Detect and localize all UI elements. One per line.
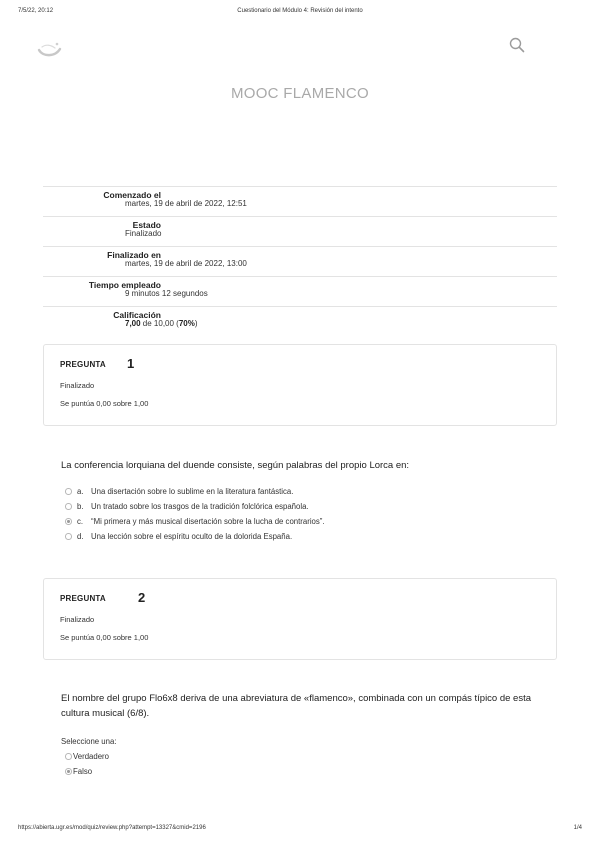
answer-text: “Mi primera y más musical disertación sobre la lucha de contrarios”.: [91, 517, 325, 526]
site-title: MOOC FLAMENCO: [230, 85, 370, 102]
grade-score: 7,00: [125, 319, 141, 328]
answer-text: Una lección sobre el espíritu oculto de la dolorida España.: [91, 532, 293, 541]
answer-letter: c.: [77, 517, 84, 526]
answer-text: Verdadero: [73, 752, 109, 761]
radio-button[interactable]: [65, 533, 72, 540]
question-number: 2: [138, 590, 146, 605]
radio-button-selected[interactable]: [65, 518, 72, 525]
answer-letter: b.: [77, 502, 84, 511]
time-value: 9 minutos 12 segundos: [125, 289, 208, 298]
print-footer: [18, 825, 582, 835]
grade-end: ): [194, 319, 198, 328]
finished-label: Finalizado en: [107, 250, 161, 260]
question-grade: Se puntúa 0,00 sobre 1,00: [60, 399, 149, 408]
grade-percent: 70%: [178, 319, 195, 328]
question-2-text: El nombre del grupo Flo6x8 deriva de una abreviatura de «flamenco», combinada con un compás típico de esta cultura musical (6/8).: [61, 693, 532, 719]
grade-mid: de 10,00 (: [140, 319, 179, 328]
summary-row-time: [43, 276, 557, 306]
state-label: Estado: [132, 220, 161, 230]
question-1-info: [43, 344, 557, 426]
answer-text: Falso: [73, 767, 93, 776]
summary-row-state: [43, 216, 557, 246]
summary-row-finished: [43, 246, 557, 276]
attempt-summary-table: [43, 186, 557, 336]
question-label: PREGUNTA: [60, 594, 106, 603]
started-value: martes, 19 de abril de 2022, 12:51: [125, 199, 247, 208]
question-state: Finalizado: [60, 381, 95, 390]
question-1-text: La conferencia lorquiana del duende consiste, según palabras del propio Lorca en:: [61, 460, 410, 471]
logo-icon[interactable]: [36, 38, 62, 58]
print-url: https://abierta.ugr.es/mod/quiz/review.php?attempt=13327&cmid=2196: [18, 825, 206, 831]
print-title: Cuestionario del Módulo 4: Revisión del intento: [237, 8, 363, 14]
answer-letter: a.: [77, 487, 84, 496]
select-one-prompt: Seleccione una:: [61, 737, 117, 746]
summary-row-started: [43, 186, 557, 216]
radio-button-selected[interactable]: [65, 768, 72, 775]
grade-label: Calificación: [113, 310, 161, 320]
print-header: [18, 8, 582, 18]
radio-button[interactable]: [65, 488, 72, 495]
question-2-info: [43, 578, 557, 660]
radio-button[interactable]: [65, 503, 72, 510]
time-label: Tiempo empleado: [88, 280, 161, 290]
question-state: Finalizado: [60, 615, 95, 624]
search-icon[interactable]: [509, 37, 525, 53]
started-label: Comenzado el: [103, 190, 161, 200]
answer-letter: d.: [77, 532, 84, 541]
question-label: PREGUNTA: [60, 360, 106, 369]
question-grade: Se puntúa 0,00 sobre 1,00: [60, 633, 149, 642]
radio-button[interactable]: [65, 753, 72, 760]
print-date: 7/5/22, 20:12: [18, 8, 54, 14]
question-number: 1: [127, 356, 135, 371]
summary-row-grade: [43, 306, 557, 336]
answer-text: Una disertación sobre lo sublime en la literatura fantástica.: [91, 487, 294, 496]
print-page-number: 1/4: [573, 825, 582, 831]
finished-value: martes, 19 de abril de 2022, 13:00: [125, 259, 247, 268]
state-value: Finalizado: [125, 229, 162, 238]
answer-text: Un tratado sobre los trasgos de la tradición folclórica española.: [91, 502, 309, 511]
grade-value: [125, 319, 198, 328]
